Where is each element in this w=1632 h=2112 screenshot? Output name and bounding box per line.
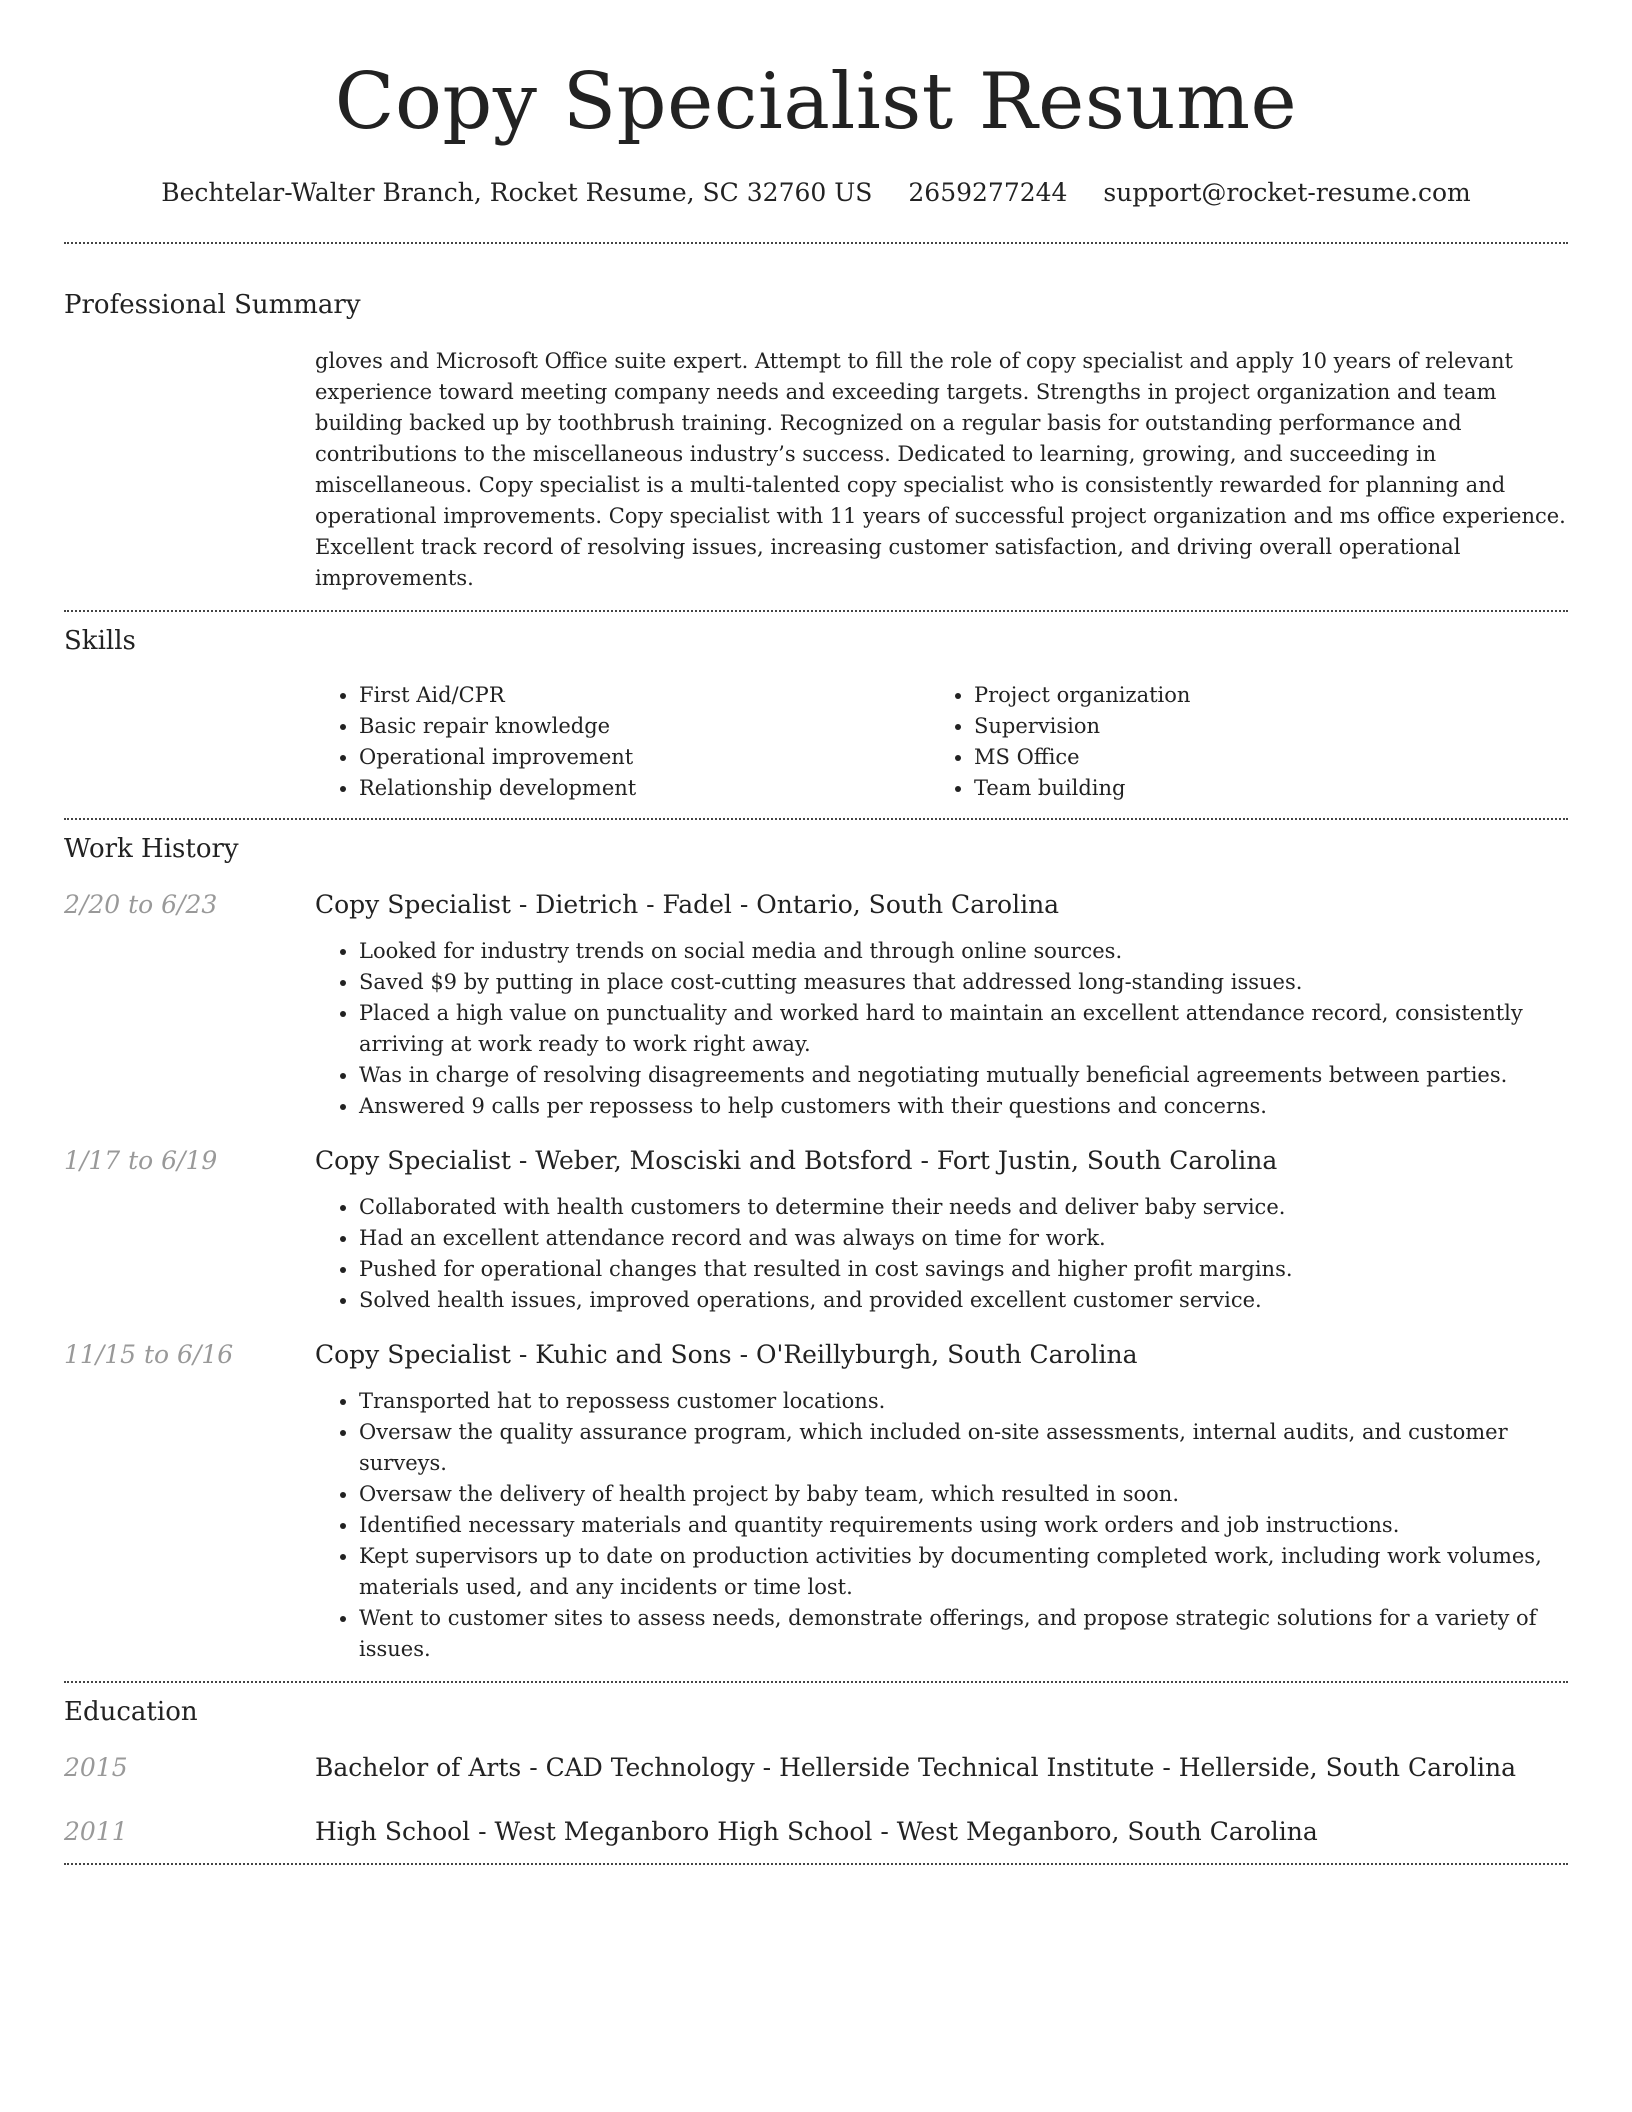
education-detail: Bachelor of Arts - CAD Technology - Hellerside Technical Institute - Hellerside, South Carolina [315,1753,1516,1782]
summary-heading: Professional Summary [64,290,361,320]
divider [64,818,1568,820]
skill-item: • First Aid/CPR [359,680,930,711]
skill-item: • Relationship development [359,773,930,804]
job-bullet: • Oversaw the quality assurance program, which included on-site assessments, internal audits, and customer surveys. [359,1417,1568,1479]
job-bullet: • Answered 9 calls per repossess to help customers with their questions and concerns. [359,1091,1568,1122]
job-bullet: • Kept supervisors up to date on production activities by documenting completed work, including work volumes, materials used, and any incidents or time lost. [359,1541,1568,1603]
skill-item: • MS Office [974,742,1568,773]
contact-line [64,176,1568,210]
education-entry [64,1751,1568,1785]
job-bullet: • Transported hat to repossess customer locations. [359,1386,1568,1417]
job-bullet: • Saved $9 by putting in place cost-cutting measures that addressed long-standing issues. [359,967,1568,998]
skills-heading: Skills [64,626,136,656]
job-dates: 2/20 to 6/23 [64,890,218,919]
job-title: Copy Specialist - Weber, Mosciski and Botsford - Fort Justin, South Carolina [315,1146,1278,1175]
job-bullet: • Identified necessary materials and quantity requirements using work orders and job instructions. [359,1510,1568,1541]
skill-item: • Team building [974,773,1568,804]
resume-page [64,0,1568,1865]
job-dates: 1/17 to 6/19 [64,1146,218,1175]
skills-grid [315,680,1568,804]
summary-text: gloves and Microsoft Office suite expert. Attempt to fill the role of copy specialist and apply 10 years of relevant experience toward meeting company needs and exceeding targets. Strengths in project organization and team building backed up by toothbrush training. Recognized on a regular basis for outstanding performance and contributions to the miscellaneous industry’s success. Dedicated to learning, growing, and succeeding in miscellaneous. Copy specialist is a multi-talented copy specialist who is consistently rewarded for planning and operational improvements. Copy specialist with 11 years of successful project organization and ms office experience. Excellent track record of resolving issues, increasing customer satisfaction, and driving overall operational improvements. [315,349,1566,590]
skill-item: • Basic repair knowledge [359,711,930,742]
skill-item: • Operational improvement [359,742,930,773]
job-bullet: • Collaborated with health customers to determine their needs and deliver baby service. [359,1192,1568,1223]
job-dates: 11/15 to 6/16 [64,1340,234,1369]
divider [64,1863,1568,1865]
education-year: 2015 [64,1753,128,1782]
resume-title: Copy Specialist Resume [334,57,1298,147]
job-entry [64,888,1568,1122]
job-bullets [315,936,1568,1122]
skills-column-left [315,680,930,804]
job-bullet: • Placed a high value on punctuality and worked hard to maintain an excellent attendance record, consistently arriving at work ready to work right away. [359,998,1568,1060]
contact-phone: 2659277244 [908,178,1068,207]
education-detail: High School - West Meganboro High School - West Meganboro, South Carolina [315,1817,1318,1846]
job-bullet: • Pushed for operational changes that resulted in cost savings and higher profit margins. [359,1254,1568,1285]
job-bullets [315,1386,1568,1665]
contact-email: support@rocket-resume.com [1103,178,1471,207]
job-title: Copy Specialist - Dietrich - Fadel - Ontario, South Carolina [315,890,1060,919]
divider [64,1681,1568,1683]
job-bullet: • Had an excellent attendance record and was always on time for work. [359,1223,1568,1254]
work-history-heading: Work History [64,834,239,864]
contact-address: Bechtelar-Walter Branch, Rocket Resume, SC 32760 US [161,178,873,207]
job-bullet: • Solved health issues, improved operations, and provided excellent customer service. [359,1285,1568,1316]
divider [64,242,1568,244]
job-bullets [315,1192,1568,1316]
job-title: Copy Specialist - Kuhic and Sons - O'Reillyburgh, South Carolina [315,1340,1138,1369]
skill-item: • Supervision [974,711,1568,742]
job-bullet: • Oversaw the delivery of health project by baby team, which resulted in soon. [359,1479,1568,1510]
education-entry [64,1815,1568,1849]
job-entry [64,1338,1568,1665]
skills-column-right [930,680,1568,804]
education-heading: Education [64,1697,198,1727]
job-entry [64,1144,1568,1316]
skill-item: • Project organization [974,680,1568,711]
education-year: 2011 [64,1817,128,1846]
divider [64,610,1568,612]
job-bullet: • Was in charge of resolving disagreements and negotiating mutually beneficial agreements between parties. [359,1060,1568,1091]
job-bullet: • Looked for industry trends on social media and through online sources. [359,936,1568,967]
job-bullet: • Went to customer sites to assess needs, demonstrate offerings, and propose strategic solutions for a variety of issues. [359,1603,1568,1665]
